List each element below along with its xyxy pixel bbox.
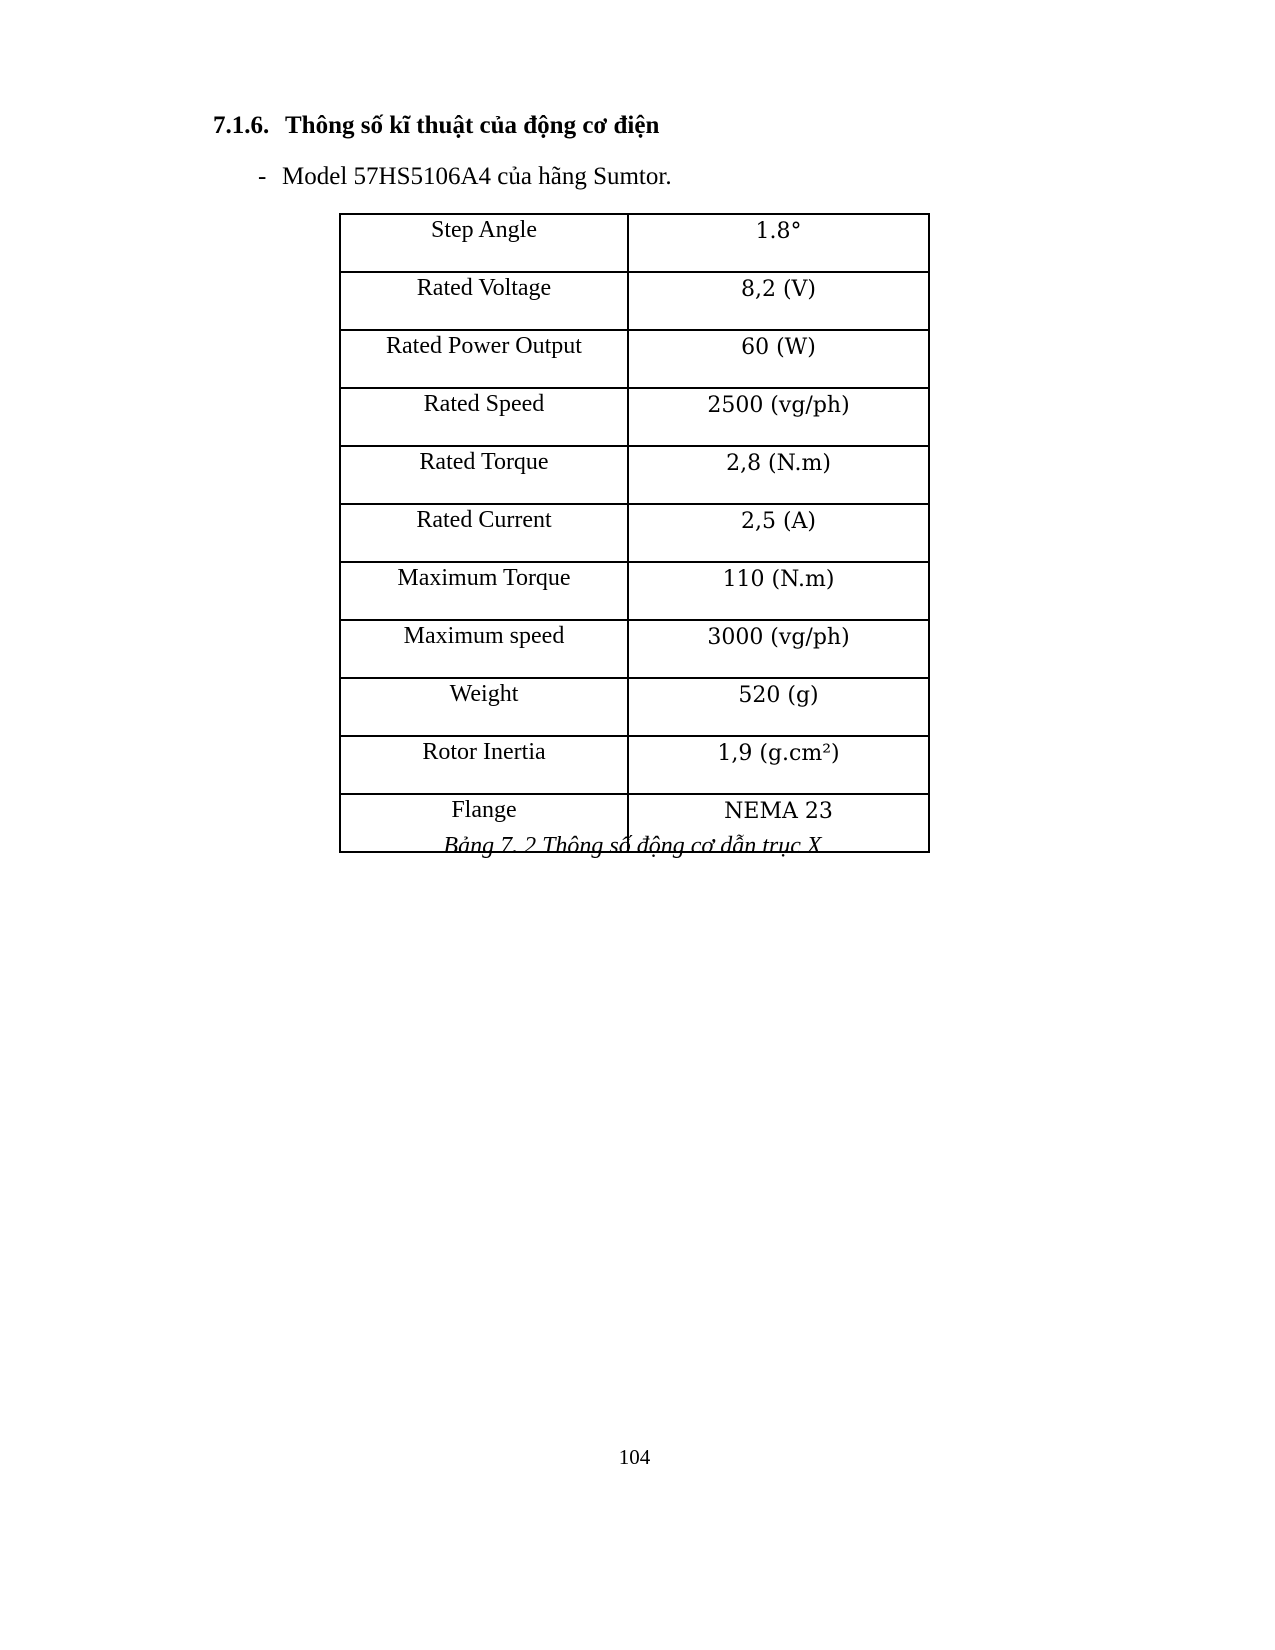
bullet-item <box>258 163 672 191</box>
table-row <box>340 272 929 330</box>
spec-value: 2,8 (N.m) <box>628 446 929 504</box>
spec-name: Rated Torque <box>340 446 628 504</box>
spec-name: Rated Speed <box>340 388 628 446</box>
table-row <box>340 562 929 620</box>
spec-value: NEMA 23 <box>628 794 929 852</box>
table-row <box>340 214 929 272</box>
table-caption: Bảng 7. 2 Thông số động cơ dẫn trục X <box>443 833 822 859</box>
spec-name: Rated Voltage <box>340 272 628 330</box>
section-title: Thông số kĩ thuật của động cơ điện <box>285 112 660 139</box>
table-row <box>340 388 929 446</box>
spec-value: 2,5 (A) <box>628 504 929 562</box>
spec-name: Rated Power Output <box>340 330 628 388</box>
spec-value: 8,2 (V) <box>628 272 929 330</box>
spec-name: Maximum speed <box>340 620 628 678</box>
table-row <box>340 504 929 562</box>
bullet-dash: - <box>258 163 267 190</box>
spec-value: 1.8° <box>628 214 929 272</box>
table-row <box>340 736 929 794</box>
section-heading <box>213 112 659 140</box>
table-row <box>340 620 929 678</box>
table-row <box>340 330 929 388</box>
spec-name: Step Angle <box>340 214 628 272</box>
spec-name: Flange <box>340 794 628 852</box>
spec-name: Maximum Torque <box>340 562 628 620</box>
spec-value: 110 (N.m) <box>628 562 929 620</box>
spec-name: Rated Current <box>340 504 628 562</box>
spec-value: 3000 (vg/ph) <box>628 620 929 678</box>
spec-name: Weight <box>340 678 628 736</box>
motor-spec-table <box>339 213 930 853</box>
spec-value: 2500 (vg/ph) <box>628 388 929 446</box>
spec-value: 1,9 (g.cm²) <box>628 736 929 794</box>
section-number: 7.1.6. <box>213 112 270 139</box>
bullet-text: Model 57HS5106A4 của hãng Sumtor. <box>282 163 672 190</box>
page-number: 104 <box>618 1445 651 1469</box>
table-row <box>340 446 929 504</box>
spec-value: 520 (g) <box>628 678 929 736</box>
table-row <box>340 678 929 736</box>
spec-name: Rotor Inertia <box>340 736 628 794</box>
spec-value: 60 (W) <box>628 330 929 388</box>
